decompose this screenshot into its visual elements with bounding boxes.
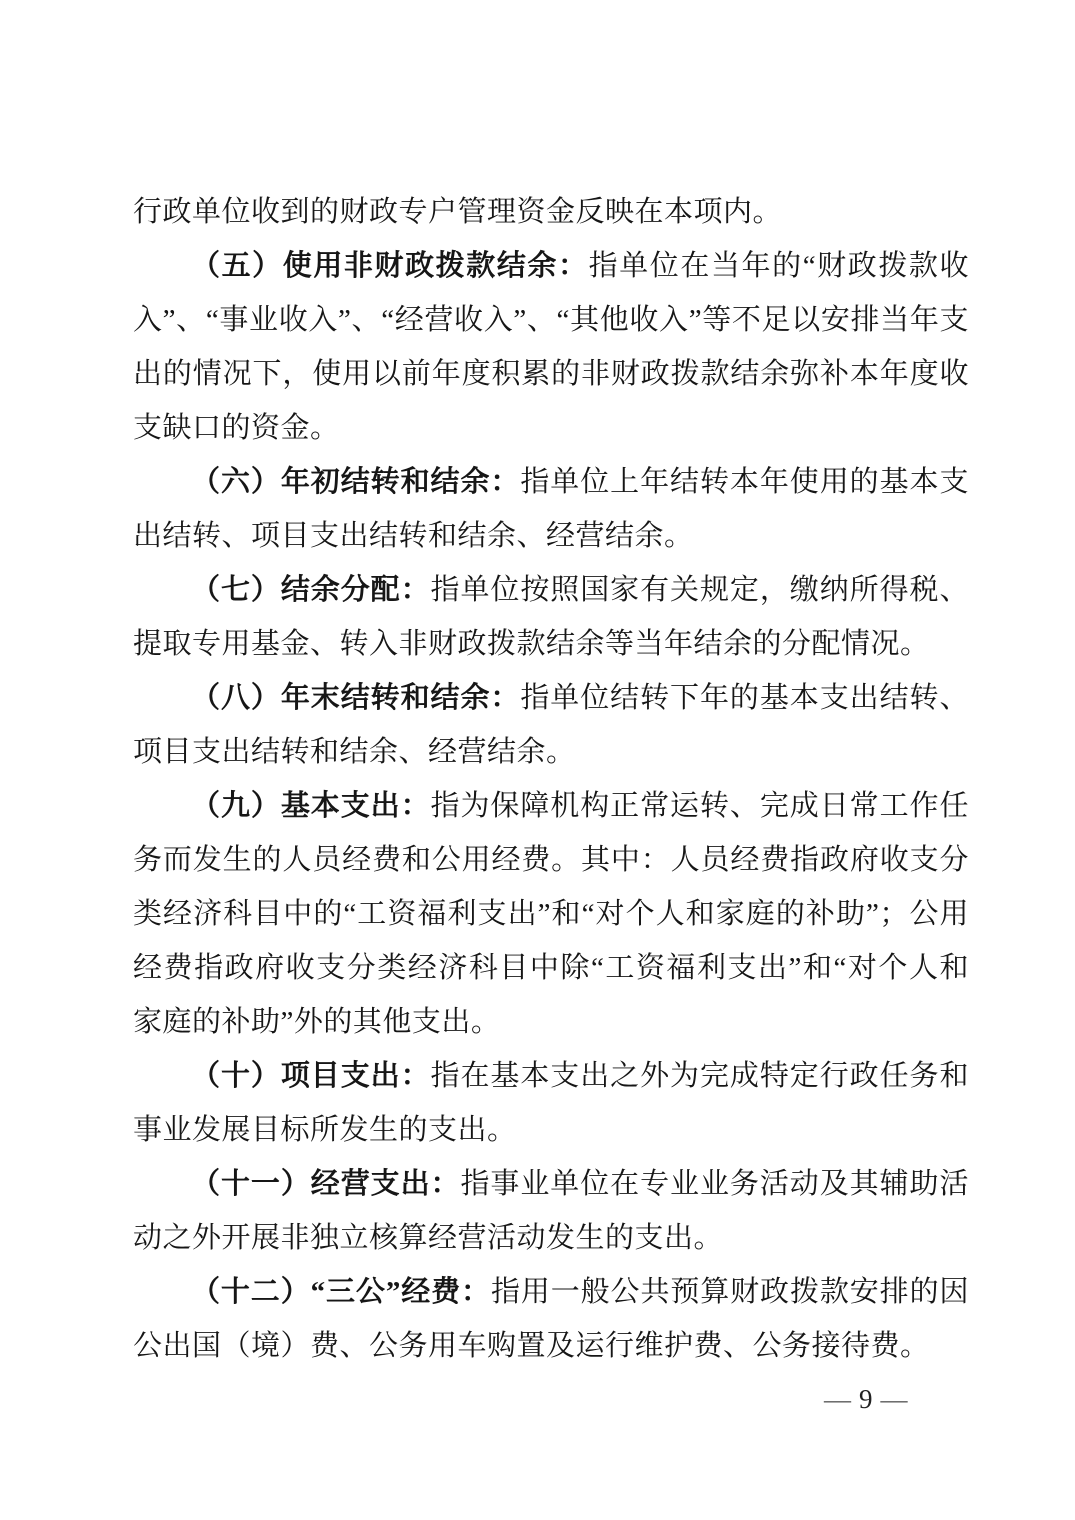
- paragraph-lead: （十）项目支出：: [191, 1060, 431, 1092]
- footer-dash-right: —: [880, 1384, 908, 1414]
- page-number: 9: [859, 1384, 873, 1414]
- paragraph-text: 行政单位收到的财政专户管理资金反映在本项内。: [133, 196, 783, 228]
- paragraph-lead: （十一）经营支出：: [191, 1168, 461, 1200]
- paragraph: [133, 671, 969, 779]
- paragraph-text: 指单位按照国家有关规定，缴纳所得税、提取专用基金、转入非财政拨款结余等当年结余的分配情况。: [133, 574, 969, 660]
- paragraph: [133, 1049, 969, 1157]
- paragraph-text: 指单位结转下年的基本支出结转、项目支出结转和结余、经营结余。: [133, 682, 969, 768]
- paragraph: [133, 1157, 969, 1265]
- paragraph-text: 指用一般公共预算财政拨款安排的因公出国（境）费、公务用车购置及运行维护费、公务接待费。: [133, 1276, 969, 1362]
- paragraph-lead: （七）结余分配：: [191, 574, 431, 606]
- paragraph: [133, 563, 969, 671]
- paragraph: [133, 239, 969, 455]
- paragraph-text: 指单位在当年的“财政拨款收入”、“事业收入”、“经营收入”、“其他收入”等不足以安排当年支出的情况下，使用以前年度积累的非财政拨款结余弥补本年度收支缺口的资金。: [133, 250, 969, 444]
- document-body: [133, 185, 969, 1373]
- paragraph-lead: （十二）“三公”经费：: [191, 1276, 491, 1308]
- paragraph-text: 指在基本支出之外为完成特定行政任务和事业发展目标所发生的支出。: [133, 1060, 969, 1146]
- paragraph: [133, 455, 969, 563]
- paragraph-text: 指事业单位在专业业务活动及其辅助活动之外开展非独立核算经营活动发生的支出。: [133, 1168, 969, 1254]
- paragraph: [133, 185, 969, 239]
- paragraph-text: 指单位上年结转本年使用的基本支出结转、项目支出结转和结余、经营结余。: [133, 466, 969, 552]
- paragraph-lead: （五）使用非财政拨款结余：: [191, 250, 589, 282]
- paragraph: [133, 1265, 969, 1373]
- paragraph-lead: （八）年末结转和结余：: [191, 682, 521, 714]
- paragraph-lead: （九）基本支出：: [191, 790, 431, 822]
- paragraph: [133, 779, 969, 1049]
- page-footer: [818, 1384, 914, 1414]
- footer-dash-left: —: [824, 1384, 851, 1414]
- paragraph-lead: （六）年初结转和结余：: [191, 466, 521, 498]
- paragraph-text: 指为保障机构正常运转、完成日常工作任务而发生的人员经费和公用经费。其中：人员经费指政府收支分类经济科目中的“工资福利支出”和“对个人和家庭的补助”；公用经费指政府收支分类经济科目中除“工资福利支出”和“对个人和家庭的补助”外的其他支出。: [133, 790, 969, 1038]
